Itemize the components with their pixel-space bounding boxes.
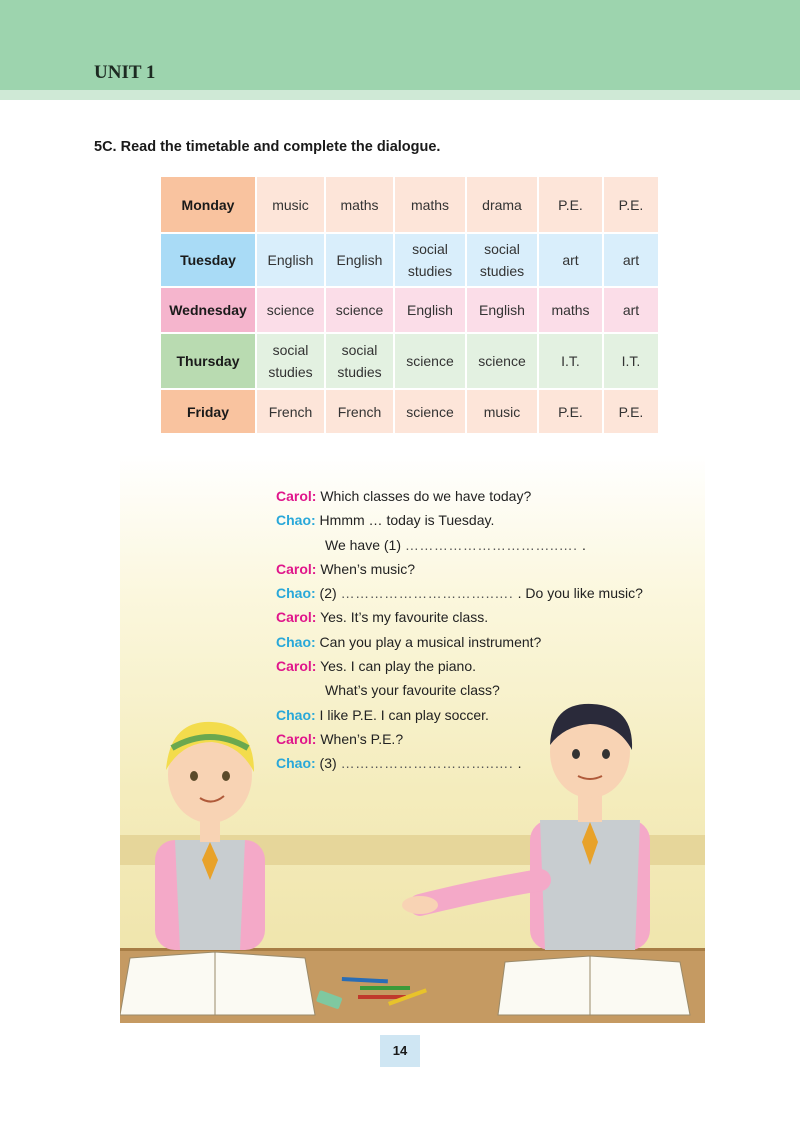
line-text: We have (1) [325, 536, 405, 553]
dialogue [276, 484, 643, 776]
period-cell: art [604, 234, 658, 286]
speaker-chao: Chao: [276, 512, 316, 529]
dialogue-line [276, 678, 643, 702]
period-cell: French [257, 390, 324, 433]
period-cell: maths [539, 288, 602, 332]
page-header-strip [0, 90, 800, 100]
speaker-chao: Chao: [276, 755, 316, 772]
day-cell: Tuesday [161, 234, 255, 286]
line-text: I like P.E. I can play soccer. [315, 706, 489, 723]
line-text: What’s your favourite class? [325, 682, 500, 699]
line-text: When’s music? [316, 560, 416, 577]
speaker-chao: Chao: [276, 585, 316, 602]
exercise-instruction: 5C. Read the timetable and complete the dialogue. [94, 139, 441, 155]
timetable-row-tuesday [161, 234, 658, 286]
period-cell: science [326, 288, 393, 332]
dialogue-line [276, 727, 643, 751]
period-cell: science [257, 288, 324, 332]
period-cell: drama [467, 177, 537, 232]
line-text: When’s P.E.? [316, 730, 404, 747]
dialogue-line [276, 533, 643, 557]
period-cell: maths [395, 177, 465, 232]
timetable-row-friday [161, 390, 658, 433]
line-text: (3) [315, 755, 341, 772]
period-cell: social studies [467, 234, 537, 286]
line-text: Hmmm … today is Tuesday. [315, 512, 495, 529]
line-text: (2) [315, 585, 341, 602]
eraser [316, 990, 343, 1009]
line-text: Yes. I can play the piano. [316, 658, 477, 675]
speaker-carol: Carol: [276, 730, 317, 747]
period-cell: social studies [257, 334, 324, 388]
period-cell: P.E. [539, 177, 602, 232]
period-cell: music [467, 390, 537, 433]
dialogue-line [276, 751, 643, 775]
page-number: 14 [380, 1035, 420, 1067]
period-cell: English [326, 234, 393, 286]
unit-title: UNIT 1 [94, 62, 156, 83]
dialogue-line [276, 484, 643, 508]
dialogue-line [276, 630, 643, 654]
line-text: Can you play a musical instrument? [315, 633, 542, 650]
timetable-row-wednesday [161, 288, 658, 332]
answer-blank-3[interactable]: …………………………..…. [340, 755, 518, 772]
dialogue-line [276, 605, 643, 629]
period-cell: science [467, 334, 537, 388]
speaker-carol: Carol: [276, 609, 317, 626]
period-cell: maths [326, 177, 393, 232]
period-cell: French [326, 390, 393, 433]
period-cell: P.E. [604, 177, 658, 232]
timetable-row-thursday [161, 334, 658, 388]
period-cell: art [539, 234, 602, 286]
line-text: Which classes do we have today? [316, 488, 532, 504]
speaker-carol: Carol: [276, 658, 317, 675]
timetable [159, 175, 660, 435]
period-cell: P.E. [604, 390, 658, 433]
speaker-chao: Chao: [276, 633, 316, 650]
dialogue-line [276, 557, 643, 581]
dialogue-line [276, 703, 643, 727]
day-cell: Friday [161, 390, 255, 433]
period-cell: English [257, 234, 324, 286]
answer-blank-2[interactable]: …………………………..…. [340, 585, 518, 602]
period-cell: music [257, 177, 324, 232]
period-cell: science [395, 390, 465, 433]
dialogue-line [276, 508, 643, 532]
period-cell: social studies [326, 334, 393, 388]
period-cell: science [395, 334, 465, 388]
period-cell: P.E. [539, 390, 602, 433]
period-cell: art [604, 288, 658, 332]
speaker-carol: Carol: [276, 488, 317, 504]
dialogue-line [276, 581, 643, 605]
period-cell: English [395, 288, 465, 332]
period-cell: I.T. [539, 334, 602, 388]
speaker-chao: Chao: [276, 706, 316, 723]
speaker-carol: Carol: [276, 560, 317, 577]
period-cell: social studies [395, 234, 465, 286]
period-cell: English [467, 288, 537, 332]
day-cell: Thursday [161, 334, 255, 388]
period-cell: I.T. [604, 334, 658, 388]
open-book-left [120, 952, 315, 1015]
line-text: . [581, 536, 586, 553]
carol-figure [155, 722, 265, 950]
line-text: . Do you like music? [517, 585, 643, 602]
day-cell: Wednesday [161, 288, 255, 332]
line-text: Yes. It’s my favourite class. [316, 609, 489, 626]
answer-blank-1[interactable]: …………………………..…. [404, 536, 582, 553]
open-book-right [498, 956, 690, 1015]
day-cell: Monday [161, 177, 255, 232]
dialogue-line [276, 654, 643, 678]
line-text: . [517, 755, 522, 772]
timetable-row-monday [161, 177, 658, 232]
pencils [342, 977, 427, 1006]
